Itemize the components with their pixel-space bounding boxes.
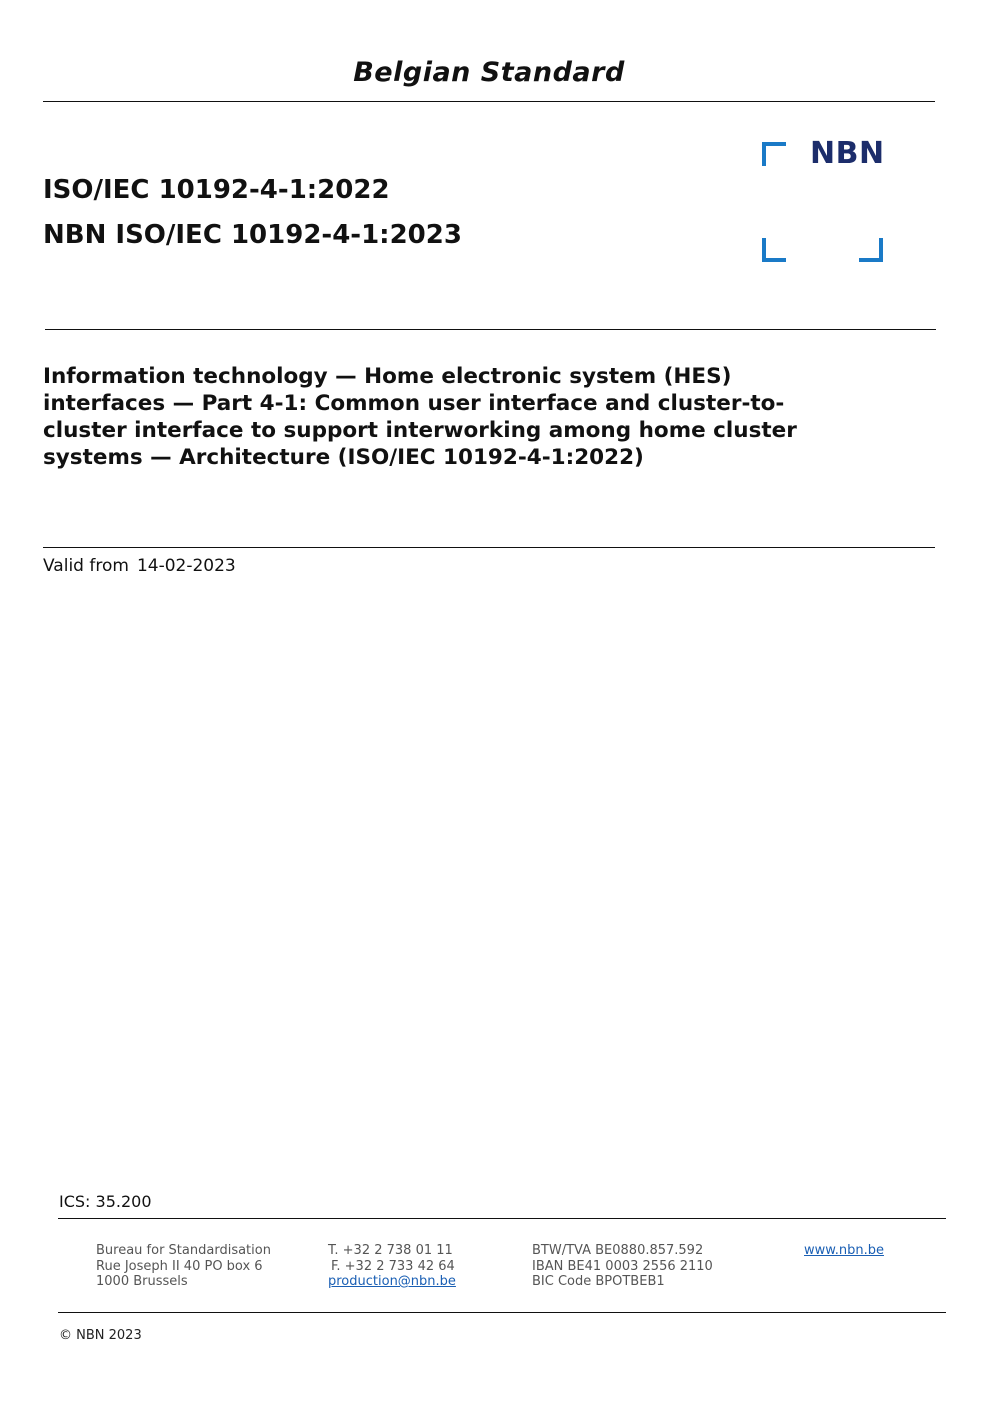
title-line: systems — Architecture (ISO/IEC 10192-4-1:2022)	[43, 445, 644, 470]
address-line: 1000 Brussels	[96, 1274, 188, 1289]
address-line: Rue Joseph II 40 PO box 6	[96, 1258, 263, 1274]
bic-code: BIC Code BPOTBEB1	[532, 1274, 665, 1289]
document-banner: Belgian Standard	[353, 57, 625, 88]
validity-date: 14-02-2023	[136, 556, 236, 576]
footer-address	[96, 1243, 271, 1290]
fax: F. +32 2 733 42 64	[331, 1258, 455, 1274]
ics-code: ICS: 35.200	[59, 1192, 152, 1211]
validity	[43, 556, 236, 576]
footer-website	[804, 1243, 884, 1259]
document-title	[43, 363, 903, 471]
divider-top	[43, 101, 935, 102]
website-link[interactable]: www.nbn.be	[804, 1243, 884, 1258]
vat-number: BTW/TVA BE0880.857.592	[532, 1243, 704, 1258]
validity-label: Valid from	[43, 556, 129, 576]
phone: T. +32 2 738 01 11	[328, 1243, 453, 1258]
address-line: Bureau for Standardisation	[96, 1243, 271, 1258]
iso-code: ISO/IEC 10192-4-1:2022	[43, 175, 390, 205]
nbn-code: NBN ISO/IEC 10192-4-1:2023	[43, 220, 462, 250]
divider-footer-top	[58, 1218, 946, 1219]
copyright: © NBN 2023	[59, 1328, 142, 1343]
email-link[interactable]: production@nbn.be	[328, 1274, 456, 1289]
footer-contact	[328, 1243, 456, 1290]
divider-footer-bottom	[58, 1312, 946, 1313]
title-line: interfaces — Part 4-1: Common user interface and cluster-to-	[43, 391, 785, 416]
iban: IBAN BE41 0003 2556 2110	[532, 1258, 713, 1274]
divider-codes	[45, 329, 936, 330]
title-line: Information technology — Home electronic system (HES)	[43, 364, 732, 389]
nbn-logo-text: NBN	[810, 136, 885, 171]
divider-title	[43, 547, 935, 548]
title-line: cluster interface to support interworking among home cluster	[43, 418, 797, 443]
footer-banking	[532, 1243, 713, 1290]
